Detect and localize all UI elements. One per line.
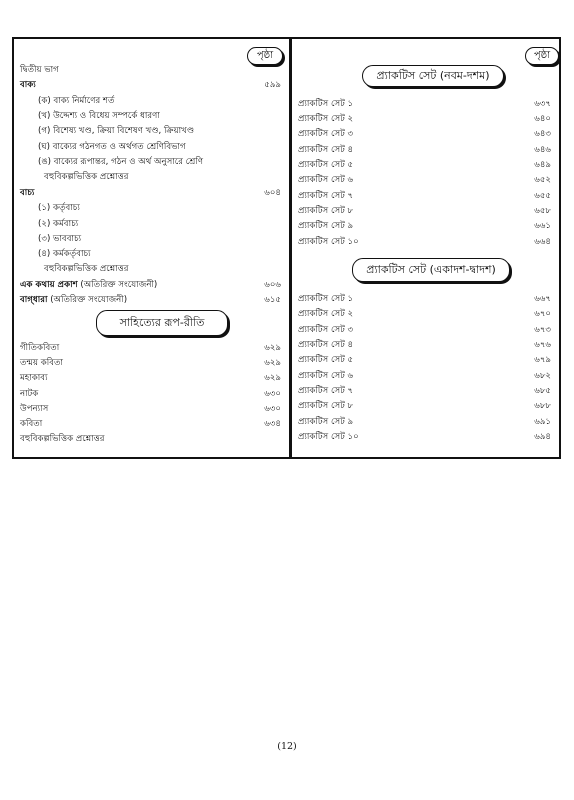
toc-entry-page: ৬৪৬ bbox=[534, 145, 551, 155]
toc-entry-title: প্র্যাকটিস সেট ৮ bbox=[298, 401, 354, 411]
right-column bbox=[289, 39, 559, 457]
toc-entry-title: প্র্যাকটিস সেট ৫ bbox=[298, 160, 354, 170]
toc-entry bbox=[298, 338, 551, 352]
toc-entry-page: ৬১৫ bbox=[264, 295, 281, 305]
toc-entry bbox=[20, 341, 281, 355]
toc-subentry-text: বহুবিকল্পভিত্তিক প্রশ্নোত্তর bbox=[44, 172, 129, 182]
toc-entry-page: ৬৪০ bbox=[534, 114, 551, 124]
toc-entry-title: প্র্যাকটিস সেট ৭ bbox=[298, 191, 354, 201]
toc-entry-title: কবিতা bbox=[20, 419, 43, 429]
toc-entry-page: ৬৬১ bbox=[534, 221, 551, 231]
toc-subentry-text: (গ) বিশেষ্য খণ্ড, ক্রিয়া বিশেষণ খণ্ড, ক্রিয়াখণ্ড bbox=[38, 126, 195, 136]
toc-subentry-text: (খ) উদ্দেশ্য ও বিধেয় সম্পর্কে ধারণা bbox=[38, 111, 160, 121]
toc-entry-page: ৫৯৯ bbox=[264, 80, 281, 90]
toc-entry bbox=[20, 371, 281, 385]
toc-entry bbox=[298, 353, 551, 367]
toc-entry-page: ৬৫২ bbox=[534, 175, 551, 185]
toc-entry-title: বাগ্‌ধারা bbox=[20, 295, 48, 305]
toc-entry-page: ৬০৪ bbox=[264, 188, 281, 198]
toc-entry-title: গীতিকবিতা bbox=[20, 343, 60, 353]
toc-entry-page: ৬৭৬ bbox=[534, 340, 551, 350]
toc-entry-title: প্র্যাকটিস সেট ৮ bbox=[298, 206, 354, 216]
toc-entry-title: প্র্যাকটিস সেট ৩ bbox=[298, 325, 354, 335]
toc-entry-title: প্র্যাকটিস সেট ৪ bbox=[298, 340, 354, 350]
toc-entry-title: বহুবিকল্পভিত্তিক প্রশ্নোত্তর bbox=[20, 434, 105, 444]
toc-subentry-text: (১) কর্তৃবাচ্য bbox=[38, 203, 80, 213]
contents-frame bbox=[12, 37, 561, 459]
toc-entry-page: ৬৬৪ bbox=[534, 237, 551, 247]
page-badge-right: পৃষ্ঠা bbox=[525, 47, 559, 65]
toc-entry-title: প্র্যাকটিস সেট ৩ bbox=[298, 129, 354, 139]
toc-entry-page: ৬৫৮ bbox=[534, 206, 551, 216]
toc-entry bbox=[298, 112, 551, 126]
toc-subentry-text: (৩) ভাববাচ্য bbox=[38, 234, 82, 244]
toc-subentry bbox=[20, 140, 281, 154]
toc-entry-bagdhara bbox=[20, 293, 281, 307]
toc-entry-page: ৬৩০ bbox=[264, 404, 281, 414]
toc-subentry bbox=[20, 247, 281, 261]
toc-subentry bbox=[20, 217, 281, 231]
toc-entry-page: ৬২৯ bbox=[264, 343, 281, 353]
toc-entry-page: ৬৮২ bbox=[534, 371, 551, 381]
toc-entry bbox=[298, 189, 551, 203]
toc-entry-title: প্র্যাকটিস সেট ৬ bbox=[298, 175, 354, 185]
toc-entry-title: প্র্যাকটিস সেট ৯ bbox=[298, 417, 354, 427]
toc-entry-title: প্র্যাকটিস সেট ১০ bbox=[298, 432, 359, 442]
toc-entry-title: বাক্য bbox=[20, 80, 36, 90]
section-header-literature: সাহিত্যের রূপ-রীতি bbox=[96, 310, 228, 336]
left-column bbox=[14, 39, 289, 457]
toc-subentry bbox=[20, 170, 281, 184]
toc-entry bbox=[298, 158, 551, 172]
toc-entry bbox=[298, 235, 551, 249]
toc-subentry bbox=[20, 262, 281, 276]
toc-entry-page: ৬৭৩ bbox=[534, 325, 551, 335]
toc-subentry bbox=[20, 109, 281, 123]
toc-entry bbox=[298, 323, 551, 337]
toc-entry-page: ৬৯৪ bbox=[534, 432, 551, 442]
toc-entry-page: ৬২৯ bbox=[264, 373, 281, 383]
toc-entry bbox=[298, 307, 551, 321]
toc-entry bbox=[298, 219, 551, 233]
toc-entry-ek-kothay bbox=[20, 278, 281, 292]
toc-entry bbox=[298, 415, 551, 429]
toc-entry-note: (অতিরিক্ত সংযোজনী) bbox=[80, 280, 158, 290]
toc-entry-page: ৬২৯ bbox=[264, 358, 281, 368]
toc-entry bbox=[298, 173, 551, 187]
toc-entry-title: প্র্যাকটিস সেট ৭ bbox=[298, 386, 354, 396]
toc-entry-title: প্র্যাকটিস সেট ৯ bbox=[298, 221, 354, 231]
toc-entry-page: ৬৭৯ bbox=[534, 355, 551, 365]
toc-entry-page: ৬৪৩ bbox=[534, 129, 551, 139]
toc-entry-page: ৬৫৫ bbox=[534, 191, 551, 201]
toc-subentry bbox=[20, 124, 281, 138]
toc-entry bbox=[20, 402, 281, 416]
toc-entry bbox=[298, 143, 551, 157]
section-header-set-9-10: প্র্যাকটিস সেট (নবম-দশম) bbox=[362, 65, 504, 87]
toc-entry-page: ৬৩৭ bbox=[534, 99, 551, 109]
toc-entry-note: (অতিরিক্ত সংযোজনী) bbox=[50, 295, 128, 305]
toc-entry-page: ৬৮৫ bbox=[534, 386, 551, 396]
toc-entry-vachya bbox=[20, 186, 281, 200]
toc-entry bbox=[298, 127, 551, 141]
toc-subentry-text: বহুবিকল্পভিত্তিক প্রশ্নোত্তর bbox=[44, 264, 129, 274]
toc-entry bbox=[298, 430, 551, 444]
toc-entry-title: প্র্যাকটিস সেট ২ bbox=[298, 309, 354, 319]
toc-subentry-text: (ক) বাক্য নির্মাণের শর্ত bbox=[38, 96, 115, 106]
toc-entry-title: প্র্যাকটিস সেট ১০ bbox=[298, 237, 359, 247]
toc-entry-page: ৬০৬ bbox=[264, 280, 281, 290]
toc-entry bbox=[298, 384, 551, 398]
toc-entry-title: প্র্যাকটিস সেট ৬ bbox=[298, 371, 354, 381]
toc-entry-title: প্র্যাকটিস সেট ১ bbox=[298, 99, 354, 109]
toc-entry bbox=[20, 356, 281, 370]
toc-entry-title: তন্ময় কবিতা bbox=[20, 358, 63, 368]
toc-subentry bbox=[20, 232, 281, 246]
toc-entry-page: ৬৪৯ bbox=[534, 160, 551, 170]
toc-entry-title: এক কথায় প্রকাশ bbox=[20, 280, 78, 290]
toc-entry-title: প্র্যাকটিস সেট ২ bbox=[298, 114, 354, 124]
page-number: (12) bbox=[277, 741, 297, 752]
toc-entry-page: ৬৬৭ bbox=[534, 294, 551, 304]
toc-subentry bbox=[20, 155, 281, 169]
part-label bbox=[20, 63, 281, 77]
toc-subentry-text: (ঘ) বাক্যের গঠনগত ও অর্থগত শ্রেণিবিভাগ bbox=[38, 142, 186, 152]
toc-entry bbox=[20, 432, 281, 446]
toc-subentry-text: (২) কর্মবাচ্য bbox=[38, 219, 79, 229]
toc-subentry-text: (ঙ) বাক্যের রূপান্তর, গঠন ও অর্থ অনুসারে শ্রেণি bbox=[38, 157, 204, 167]
toc-subentry-text: (৪) কর্মকর্তৃবাচ্য bbox=[38, 249, 91, 259]
toc-entry-page: ৬৭০ bbox=[534, 309, 551, 319]
toc-entry-vakya bbox=[20, 78, 281, 92]
toc-entry-title: বাচ্য bbox=[20, 188, 35, 198]
toc-entry-title: উপন্যাস bbox=[20, 404, 49, 414]
toc-entry-label bbox=[20, 278, 157, 292]
toc-entry bbox=[298, 97, 551, 111]
toc-entry-page: ৬৯১ bbox=[534, 417, 551, 427]
part-label-text: দ্বিতীয় ভাগ bbox=[20, 65, 59, 75]
toc-subentry bbox=[20, 94, 281, 108]
toc-entry-title: নাটক bbox=[20, 389, 39, 399]
toc-entry bbox=[298, 292, 551, 306]
toc-entry-label bbox=[20, 293, 127, 307]
page-badge-left: পৃষ্ঠা bbox=[247, 47, 283, 65]
toc-entry bbox=[298, 369, 551, 383]
toc-entry bbox=[298, 399, 551, 413]
toc-entry bbox=[20, 387, 281, 401]
toc-entry-page: ৬৩৪ bbox=[264, 419, 281, 429]
section-header-set-11-12: প্র্যাকটিস সেট (একাদশ-দ্বাদশ) bbox=[352, 258, 510, 282]
toc-entry-title: প্র্যাকটিস সেট ৫ bbox=[298, 355, 354, 365]
toc-entry-title: প্র্যাকটিস সেট ১ bbox=[298, 294, 354, 304]
toc-subentry bbox=[20, 201, 281, 215]
toc-entry-page: ৬৮৮ bbox=[534, 401, 551, 411]
toc-entry-title: মহাকাব্য bbox=[20, 373, 48, 383]
toc-entry-title: প্র্যাকটিস সেট ৪ bbox=[298, 145, 354, 155]
toc-entry bbox=[20, 417, 281, 431]
toc-entry bbox=[298, 204, 551, 218]
toc-entry-page: ৬৩০ bbox=[264, 389, 281, 399]
